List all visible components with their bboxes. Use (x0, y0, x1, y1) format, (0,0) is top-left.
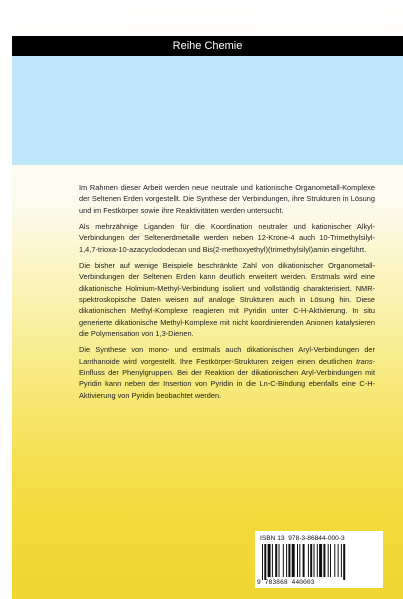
series-bar (12, 36, 403, 56)
abstract-text (79, 182, 375, 406)
series-label: Reihe Chemie (172, 40, 243, 52)
isbn-number: 978-3-86844-000-3 (288, 535, 345, 542)
abstract-paragraph-3: Die bisher auf wenige Beispiele beschränkte Zahl von dikationischer Organometall-Verbindungen der Seltenen Erden kann deutlich erweitert werden. Erstmals wird eine dikationische Holmium-Methyl-Verbindung isoliert und vollständig charakterisiert. NMR-spektroskopische Daten weisen auf analoge Strukturen auch in Lösung hin. Diese dikationischen Methyl-Komplexe reagieren mit Pyridin unter C-H-Aktivierung. In situ generierte dikationische Methyl-Komplexe mit nicht koordinierenden Anionen katalysieren die Polymerisation von 1,3-Dienen. (79, 261, 375, 338)
isbn-barcode-box (255, 531, 383, 588)
abstract-paragraph-2: Als mehrzähnige Liganden für die Koordination neutraler und kationischer Alkyl-Verbindungen der Seltenerdmetalle werden neben 12-Krone-4 auch 10-Trimethylsilyl-1,4,7-trioxa-10-azacyclododecan und Bis(2-methoxyethyl)(trimethylsilyl)amin eingeführt. (79, 222, 375, 254)
barcode-icon (260, 544, 378, 580)
abstract-paragraph-1: Im Rahmen dieser Arbeit werden neue neutrale und kationische Organometall-Komplexe der Seltenen Erden vorgestellt. Die Synthese der Verbindungen, ihre Strukturen in Lösung und im Festkörper sowie ihre Reaktivitäten werden untersucht. (79, 183, 375, 215)
trans-italic: trans (356, 356, 373, 366)
abstract-paragraph-4 (79, 344, 375, 400)
isbn-line (260, 535, 345, 543)
abstract-paragraph-4-start: Die Synthese von mono- und erstmals auch dikationischen Aryl-Verbindungen der Lanthanoide wird vorgestellt. Ihre Festkörper-Strukturen zeigen einen deutlichen (79, 345, 375, 366)
abstract-paragraph-4-end: -Einfluss der Phenylgruppen. Bei der Reaktion der dikationischen Aryl-Verbindungen mit Pyridin kann neben der Insertion von Pyridin in die Ln-C-Bindung ebenfalls eine C-H-Aktivierung von Pyridin beobachtet werden. (79, 356, 375, 400)
color-band (12, 56, 403, 165)
barcode-digits: 9 783868 440003 (257, 579, 315, 586)
isbn-label: ISBN 13 (260, 535, 285, 542)
